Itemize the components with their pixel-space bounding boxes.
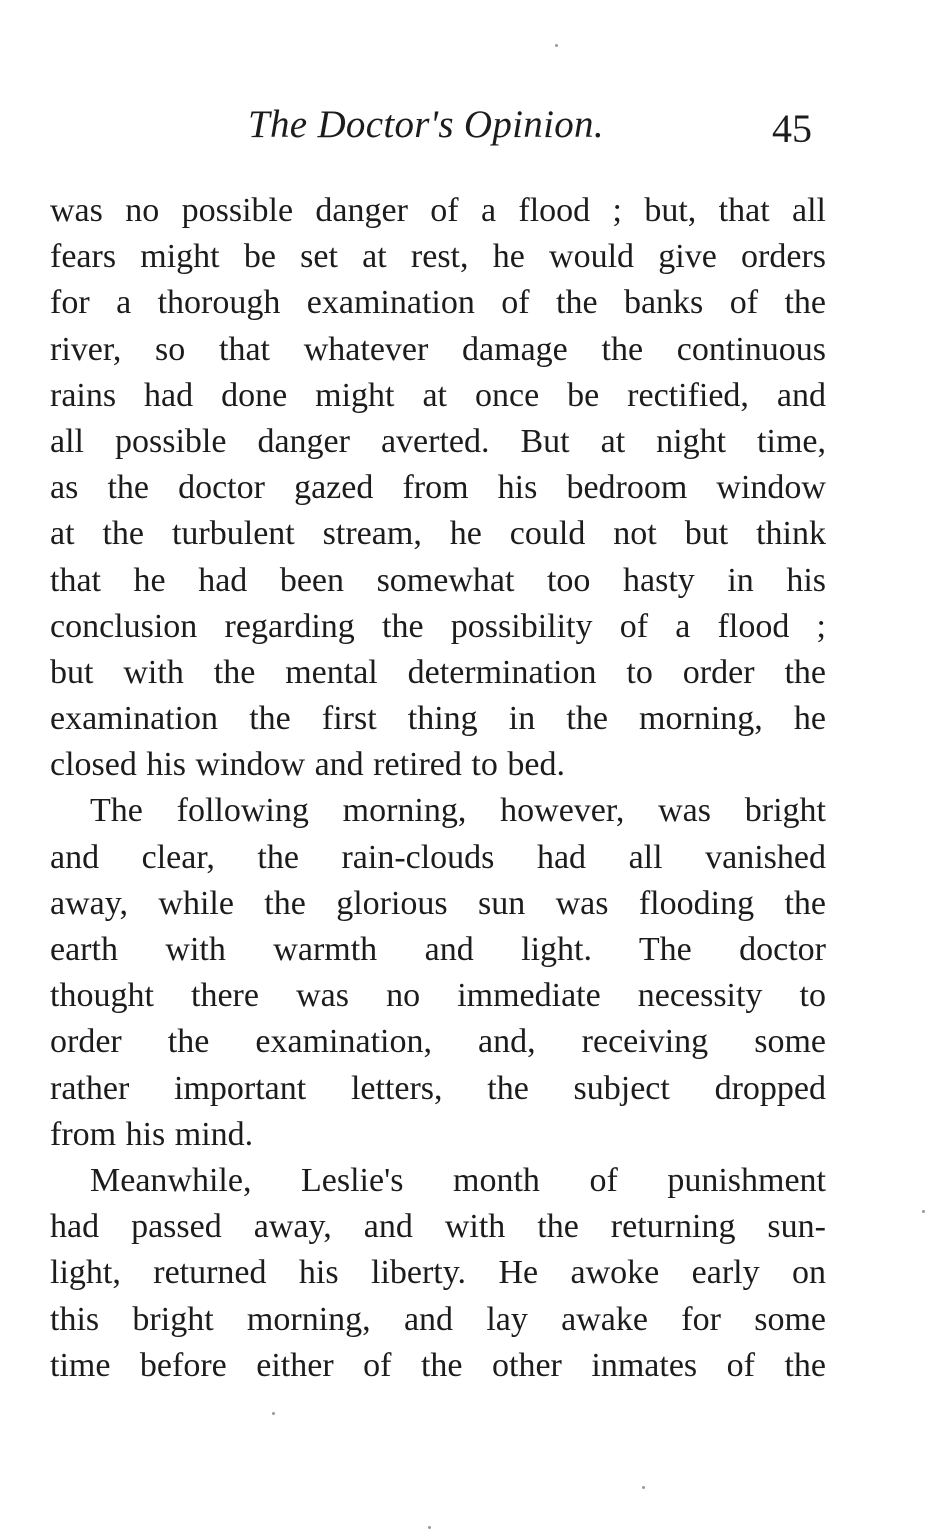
text-line: time before either of the other inmates of the [50,1346,826,1384]
text-line: from his mind. [50,1115,254,1153]
text-line: and clear, the rain-clouds had all vanished [50,838,826,876]
text-line: examination the first thing in the morning, he [50,700,826,738]
scan-speck [555,44,558,47]
text-line: all possible danger averted. But at night time, [50,422,826,460]
text-line: rather important letters, the subject dropped [50,1069,826,1107]
text-line: at the turbulent stream, he could not but think [50,515,826,553]
text-line: for a thorough examination of the banks of the [50,284,826,322]
text-line: light, returned his liberty. He awoke early on [50,1254,826,1292]
text-line: was no possible danger of a flood ; but, that all [50,192,826,229]
text-line: closed his window and retired to bed. [50,746,565,784]
text-line: order the examination, and, receiving some [50,1023,826,1061]
text-line: Meanwhile, Leslie's month of punishment [90,1161,826,1199]
text-line: conclusion regarding the possibility of a flood ; [50,607,826,645]
text-line: earth with warmth and light. The doctor [50,931,826,968]
text-line: as the doctor gazed from his bedroom window [50,469,826,507]
page-number: 45 [772,106,812,151]
text-line: but with the mental determination to order the [50,653,826,691]
scan-speck [922,1210,925,1213]
text-line: river, so that whatever damage the continuous [50,330,826,368]
text-line: had passed away, and with the returning sun- [50,1208,826,1246]
running-head [0,95,946,155]
text-line: The following morning, however, was bright [90,792,826,830]
text-line: away, while the glorious sun was flooding the [50,884,826,922]
scan-speck [272,1412,275,1415]
text-line: rains had done might at once be rectified, and [50,376,826,414]
text-line: this bright morning, and lay awake for some [50,1300,826,1338]
text-line: that he had been somewhat too hasty in his [50,561,826,599]
scan-speck [428,1526,431,1529]
text-line: fears might be set at rest, he would give orders [50,238,826,276]
text-line: thought there was no immediate necessity to [50,977,826,1015]
scan-speck [642,1486,645,1489]
running-head-title: The Doctor's Opinion. [248,103,604,146]
body-text [50,188,826,1389]
